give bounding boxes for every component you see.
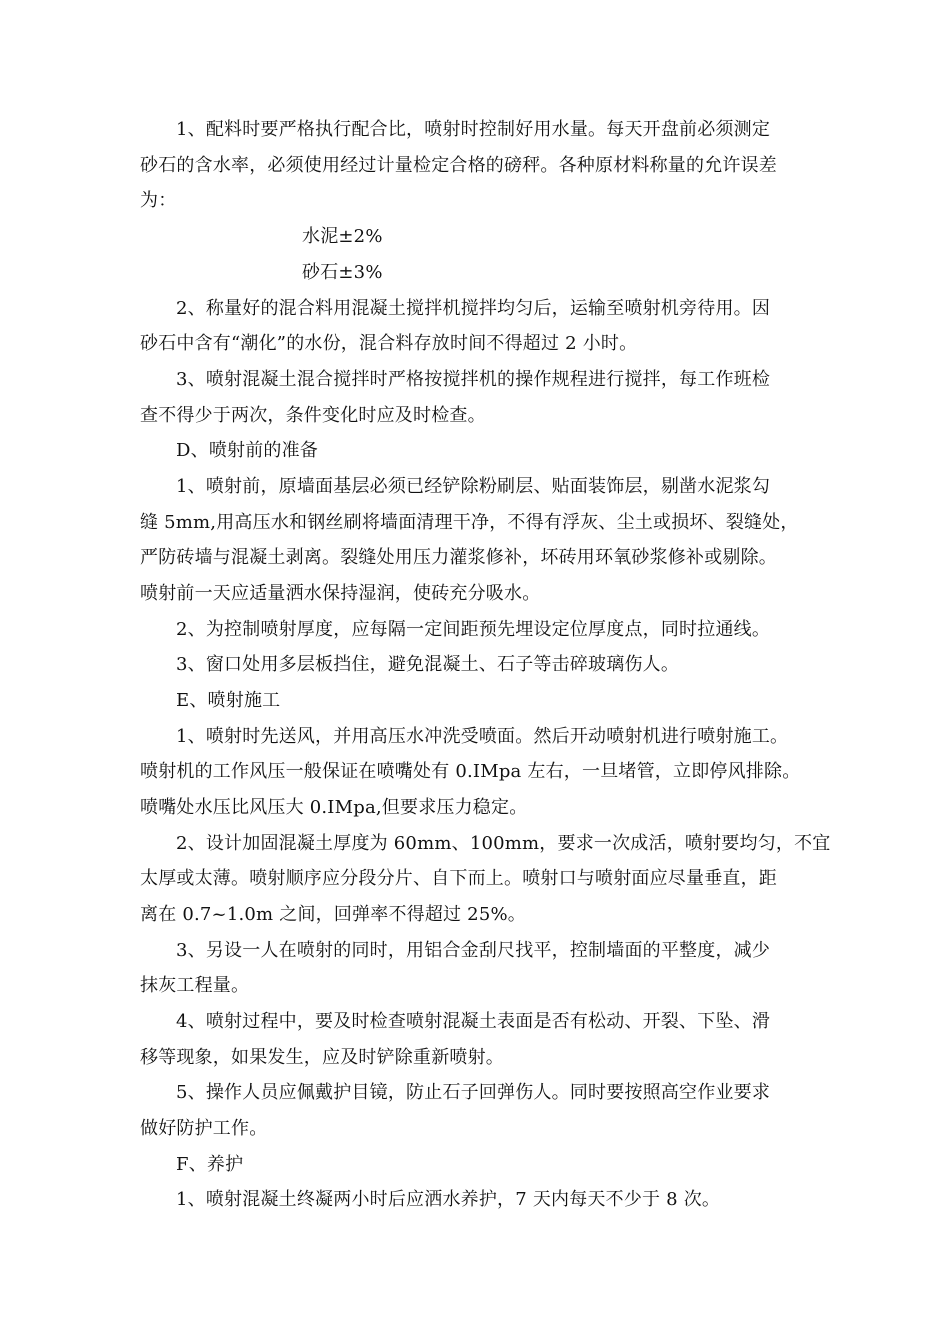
paragraph-line: 1、配料时要严格执行配合比，喷射时控制好用水量。每天开盘前必须测定 [176,119,771,140]
paragraph-line: 砂石中含有“潮化”的水份，混合料存放时间不得超过 2 小时。 [140,333,638,354]
paragraph-line: 砂石的含水率，必须使用经过计量检定合格的磅秤。各种原材料称量的允许误差 [140,155,777,176]
paragraph-line: 1、喷射时先送风，并用高压水冲洗受喷面。然后开动喷射机进行喷射施工。 [176,726,789,747]
paragraph-line: 3、喷射混凝土混合搅拌时严格按搅拌机的操作规程进行搅拌，每工作班检 [176,369,771,390]
paragraph-line: 离在 0.7~1.0m 之间，回弹率不得超过 25%。 [140,904,526,925]
paragraph-line: 缝 5mm,用高压水和钢丝刷将墙面清理干净，不得有浮灰、尘土或损坏、裂缝处， [140,512,799,533]
section-heading: D、喷射前的准备 [176,440,319,461]
section-heading: F、养护 [176,1154,244,1175]
paragraph-line: 严防砖墙与混凝土剥离。裂缝处用压力灌浆修补，坏砖用环氧砂浆修补或剔除。 [140,547,777,568]
paragraph-line: 2、称量好的混合料用混凝土搅拌机搅拌均匀后，运输至喷射机旁待用。因 [176,298,771,319]
paragraph-line: 3、另设一人在喷射的同时，用铝合金刮尺找平，控制墙面的平整度，减少 [176,940,771,961]
paragraph-line: 5、操作人员应佩戴护目镜，防止石子回弹伤人。同时要按照高空作业要求 [176,1082,771,1103]
tolerance-line: 砂石±3% [302,262,383,283]
tolerance-line: 水泥±2% [302,226,383,247]
paragraph-line: 喷射前一天应适量洒水保持湿润，使砖充分吸水。 [140,583,541,604]
paragraph-line: 太厚或太薄。喷射顺序应分段分片、自下而上。喷射口与喷射面应尽量垂直，距 [140,868,777,889]
paragraph-line: 2、为控制喷射厚度，应每隔一定间距预先埋设定位厚度点，同时拉通线。 [176,619,771,640]
paragraph-line: 3、窗口处用多层板挡住，避免混凝土、石子等击碎玻璃伤人。 [176,654,680,675]
section-heading: E、喷射施工 [176,690,281,711]
paragraph-line: 4、喷射过程中，要及时检查喷射混凝土表面是否有松动、开裂、下坠、滑 [176,1011,771,1032]
paragraph-line: 移等现象，如果发生，应及时铲除重新喷射。 [140,1047,504,1068]
paragraph-line: 1、喷射混凝土终凝两小时后应洒水养护，7 天内每天不少于 8 次。 [176,1189,721,1210]
paragraph-line: 为： [140,190,177,211]
paragraph-line: 2、设计加固混凝土厚度为 60mm、100mm，要求一次成活，喷射要均匀，不宜 [176,833,831,854]
paragraph-line: 喷射机的工作风压一般保证在喷嘴处有 0.IMpa 左右，一旦堵管，立即停风排除。 [140,761,801,782]
paragraph-line: 喷嘴处水压比风压大 0.IMpa,但要求压力稳定。 [140,797,528,818]
paragraph-line: 抹灰工程量。 [140,975,250,996]
paragraph-line: 1、喷射前，原墙面基层必须已经铲除粉刷层、贴面装饰层，剔凿水泥浆勾 [176,476,771,497]
paragraph-line: 查不得少于两次，条件变化时应及时检查。 [140,405,486,426]
paragraph-line: 做好防护工作。 [140,1118,268,1139]
